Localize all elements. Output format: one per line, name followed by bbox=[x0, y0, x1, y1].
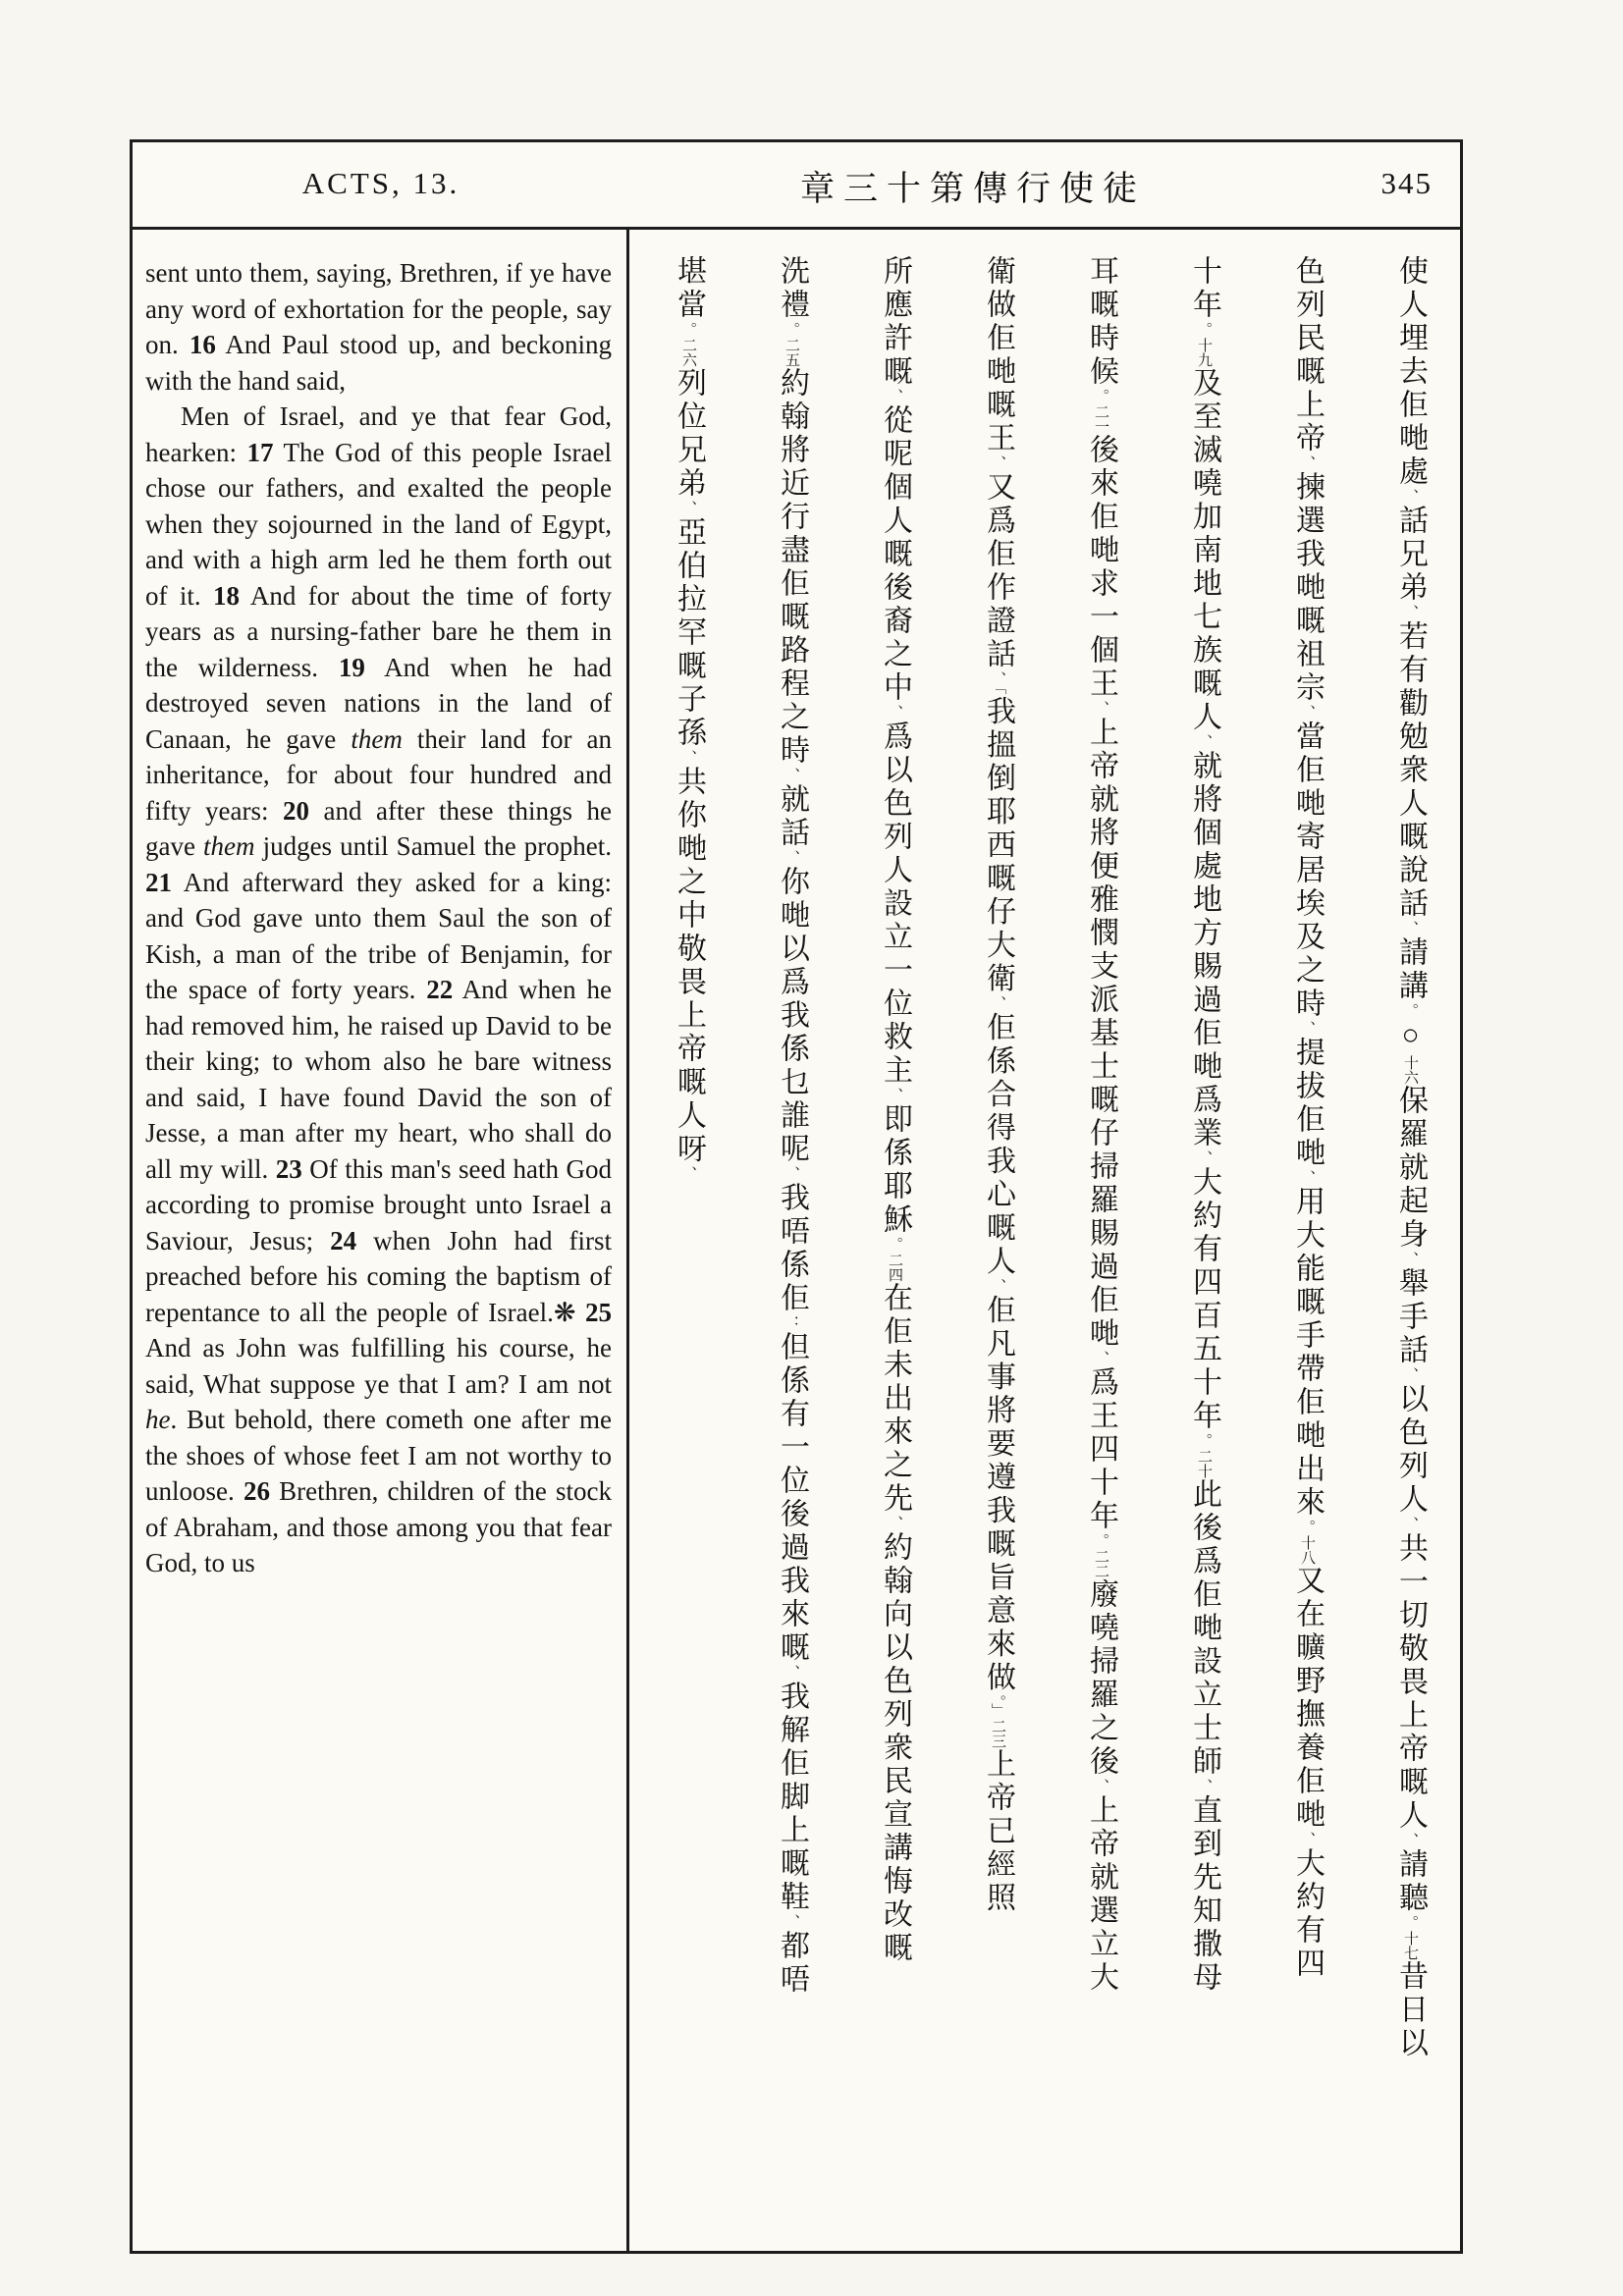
english-paragraph: sent unto them, saying, Brethren, if ye have any word of exhortation for the people, say on. 16 And Paul stood up, and beckoning with the hand said, bbox=[145, 258, 612, 396]
english-paragraph: Men of Israel, and ye that fear God, hearken: 17 The God of this people Israel chose our fathers, and exalted the people when they sojourned in the land of Egypt, and with a high arm led he them forth out of it. 18 And for about the time of forty years as a nursing-father bare he them in the wilderness. 19 And when he had destroyed seven nations in the land of Canaan, he gave them their land for an inheritance, for about four hundred and fifty years: 20 and after these things he gave them judges until Samuel the prophet. 21 And afterward they asked for a king: and God gave unto them Saul the son of Kish, a man of the tribe of Benjamin, for the space of forty years. 22 And when he had removed him, he raised up David to be their king; to whom also he bare witness and said, I have found David the son of Jesse, a man after my heart, who shall do all my will. 23 Of this man's seed hath God according to promise brought unto Israel a Saviour, Jesus; 24 when John had first preached before his coming the baptism of repentance to all the people of Israel.❋ 25 And as John was fulfilling his course, he said, What suppose ye that I am? I am not he. But behold, there cometh one after me the shoes of whose feet I am not worthy to unloose. 26 Brethren, children of the stock of Abraham, and those among you that fear God, to us bbox=[145, 401, 613, 1577]
chinese-column: 十年。十九及至滅嘵加南地七族嘅人、就將個處地方賜過佢哋爲業、大約有四百五十年。二十此後爲佢哋設立士師、直到先知撒母 bbox=[1188, 255, 1220, 1995]
verse-number-marker: 十八 bbox=[1299, 1535, 1315, 1565]
chinese-column: 堪當。二六列位兄弟、亞伯拉罕嘅子孫、共你哋之中敬畏上帝嘅人呀、 bbox=[673, 255, 705, 1182]
chinese-column: 洗禮。二五約翰將近行盡佢嘅路程之時、就話、你哋以爲我係乜誰呢、我唔係佢：但係有一位後過我來嘅、我解佢脚上嘅鞋、都唔 bbox=[776, 255, 808, 1997]
verse-number-marker: 二一 bbox=[1093, 404, 1109, 434]
verse-number-marker: 二二 bbox=[1093, 1549, 1109, 1578]
verse-number-marker: 二三 bbox=[990, 1719, 1005, 1748]
verse-number-marker: 十六 bbox=[1402, 1055, 1418, 1085]
page-number: 345 bbox=[1380, 166, 1433, 200]
verse-number-marker: 十九 bbox=[1196, 338, 1212, 367]
verse-number-marker: 二四 bbox=[887, 1253, 902, 1282]
chinese-columns bbox=[637, 255, 1460, 2221]
page-frame bbox=[130, 139, 1463, 2254]
chinese-column: 所應許嘅、從呢個人嘅後裔之中、爲以色列人設立一位救主、即係耶穌。二四在佢未出來之先、約翰向以色列衆民宣講悔改嘅 bbox=[879, 255, 911, 1965]
page-content bbox=[133, 230, 1460, 2251]
chinese-column: 耳嘅時候。二一後來佢哋求一個王、上帝就將便雅憫支派基士嘅仔掃羅賜過佢哋、爲王四十年。二二廢嘵掃羅之後、上帝就選立大 bbox=[1085, 255, 1117, 1995]
verse-number-marker: 二五 bbox=[784, 338, 799, 367]
verse-number-marker: 二十 bbox=[1196, 1449, 1212, 1478]
chinese-text-pane bbox=[629, 230, 1460, 2251]
english-text-pane bbox=[133, 230, 629, 2251]
header-title-chinese: 章三十第傳行使徒 bbox=[799, 170, 1146, 208]
english-text bbox=[145, 255, 612, 1581]
header-title-english: ACTS, 13. bbox=[301, 166, 460, 200]
verse-number-marker: 二六 bbox=[680, 338, 696, 367]
chinese-column: 使人埋去佢哋處、話兄弟、若有勸勉衆人嘅說話、請講。○十六保羅就起身、舉手話、以色列人、共一切敬畏上帝嘅人、請聽。十七昔日以 bbox=[1394, 255, 1427, 2060]
chinese-column: 色列民嘅上帝、揀選我哋嘅祖宗、當佢哋寄居埃及之時、提拔佢哋、用大能嘅手帶佢哋出來。十八又在曠野撫養佢哋、大約有四 bbox=[1291, 255, 1324, 1981]
page-header bbox=[133, 142, 1460, 230]
chinese-column: 衛做佢哋嘅王、又爲佢作證話、「我搵倒耶西嘅仔大衛、佢係合得我心嘅人、佢凡事將要遵我嘅旨意來做。」二三上帝已經照 bbox=[982, 255, 1014, 1915]
verse-number-marker: 十七 bbox=[1402, 1931, 1418, 1960]
